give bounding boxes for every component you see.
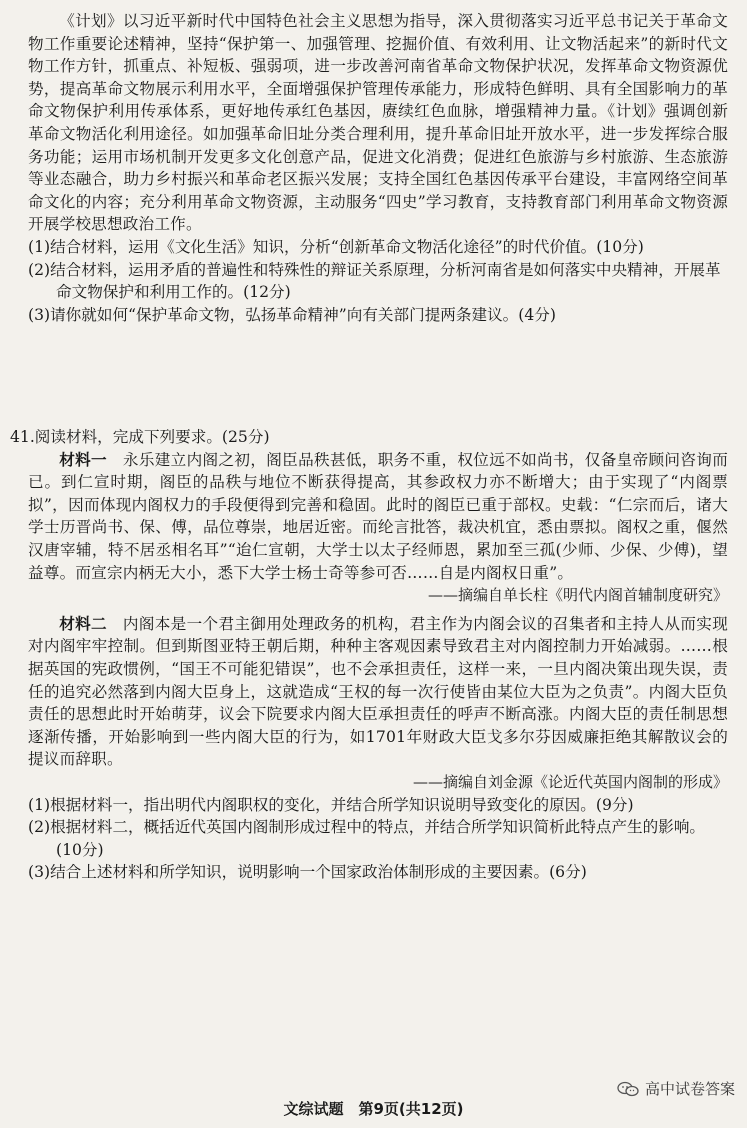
- material-1: [28, 449, 728, 585]
- question-41-1: (1)根据材料一，指出明代内阁职权的变化，并结合所学知识说明导致变化的原因。(9分): [28, 795, 634, 814]
- section-41: [10, 426, 728, 884]
- watermark: [617, 1078, 735, 1099]
- material-2: [28, 613, 728, 771]
- question-40-2: (2)结合材料，运用矛盾的普遍性和特殊性的辩证关系原理，分析河南省是如何落实中央精神，开展革命文物保护和利用工作的。(12分): [28, 260, 721, 302]
- material-2-label: 材料二: [59, 614, 107, 633]
- question-41-2: (2)根据材料二，概括近代英国内阁制形成过程中的特点，并结合所学知识简析此特点产生的影响。(10分): [28, 818, 706, 859]
- material-1-label: 材料一: [59, 450, 107, 469]
- question-40-1: (1)结合材料，运用《文化生活》知识，分析“创新革命文物活化途径”的时代价值。(10分): [28, 237, 644, 256]
- material-2-text: 内阁本是一个君主御用处理政务的机构，君主作为内阁会议的召集者和主持人从而实现对内阁牢牢控制。但到斯图亚特王朝后期，种种主客观因素导致君主对内阁控制力开始减弱。……根据英国的宪政惯例，“国王不可能犯错误”，也不会承担责任，这样一来，一旦内阁决策出现失误，责任的追究必然落到内阁大臣身上，这就造成“王权的每一次行使皆由某位大臣为之负责”。内阁大臣负责任的思想此时开始萌芽，议会下院要求内阁大臣承担责任的呼声不断高涨。内阁大臣的责任制思想逐渐传播，开始影响到一些内阁大臣的行为，如1701年财政大臣戈多尔芬因威廉拒绝其解散议会的提议而辞职。: [28, 614, 728, 769]
- section-40: [28, 10, 728, 326]
- question-41-3: (3)结合上述材料和所学知识，说明影响一个国家政治体制形成的主要因素。(6分): [28, 863, 587, 882]
- question-40-3: (3)请你就如何“保护革命文物，弘扬革命精神”向有关部门提两条建议。(4分): [28, 305, 556, 324]
- material-2-source: ——摘编自刘金源《论近代英国内阁制的形成》: [412, 772, 728, 791]
- material-paragraph: 《计划》以习近平新时代中国特色社会主义思想为指导，深入贯彻落实习近平总书记关于革命文物工作重要论述精神，坚持“保护第一、加强管理、挖掘价值、有效利用、让文物活起来”的新时代文物工作方针，抓重点、补短板、强弱项，进一步改善河南省革命文物保护状况，发挥革命文物资源优势，提高革命文物展示利用水平，全面增强保护管理传承能力，形成特色鲜明、具有全国影响力的革命文物保护利用传承体系，更好地传承红色基因，赓续红色血脉，增强精神力量。《计划》强调创新革命文物活化利用途径。如加强革命旧址分类合理利用，提升革命旧址开放水平，进一步发挥综合服务功能；运用市场机制开发更多文化创意产品，促进文化消费；促进红色旅游与乡村旅游、生态旅游等业态融合，助力乡村振兴和革命老区振兴发展；支持全国红色基因传承平台建设，丰富网络空间革命文化的内容；充分利用革命文物资源，主动服务“四史”学习教育，支持教育部门利用革命文物资源开展学校思想政治工作。: [28, 12, 728, 234]
- question-41-heading: 41.阅读材料，完成下列要求。(25分): [10, 428, 270, 446]
- material-1-text: 永乐建立内阁之初，阁臣品秩甚低，职务不重，权位远不如尚书，仅备皇帝顾问咨询而已。到仁宣时期，阁臣的品秩与地位不断获得提高，其参政权力亦不断增大；由于实现了“内阁票拟”，因而体现内阁权力的手段便得到完善和稳固。此时的阁臣已重于部权。史载：“仁宗而后，诸大学士历晋尚书、保、傅，品位尊崇，地居近密。而纶言批答，裁决机宜，悉由票拟。阁权之重，偃然汉唐宰辅，特不居丞相名耳”“迨仁宣朝，大学士以太子经师恩，累加至三孤(少师、少保、少傅)，望益尊。而宣宗内柄无大小，悉下大学士杨士奇等参可否……自是内阁权日重”。: [28, 450, 728, 582]
- page-footer: 文综试题 第9页(共12页): [283, 1100, 464, 1118]
- material-1-source: ——摘编自单长柱《明代内阁首辅制度研究》: [427, 586, 728, 605]
- watermark-text: 高中试卷答案: [644, 1080, 735, 1098]
- wechat-icon: [617, 1081, 639, 1097]
